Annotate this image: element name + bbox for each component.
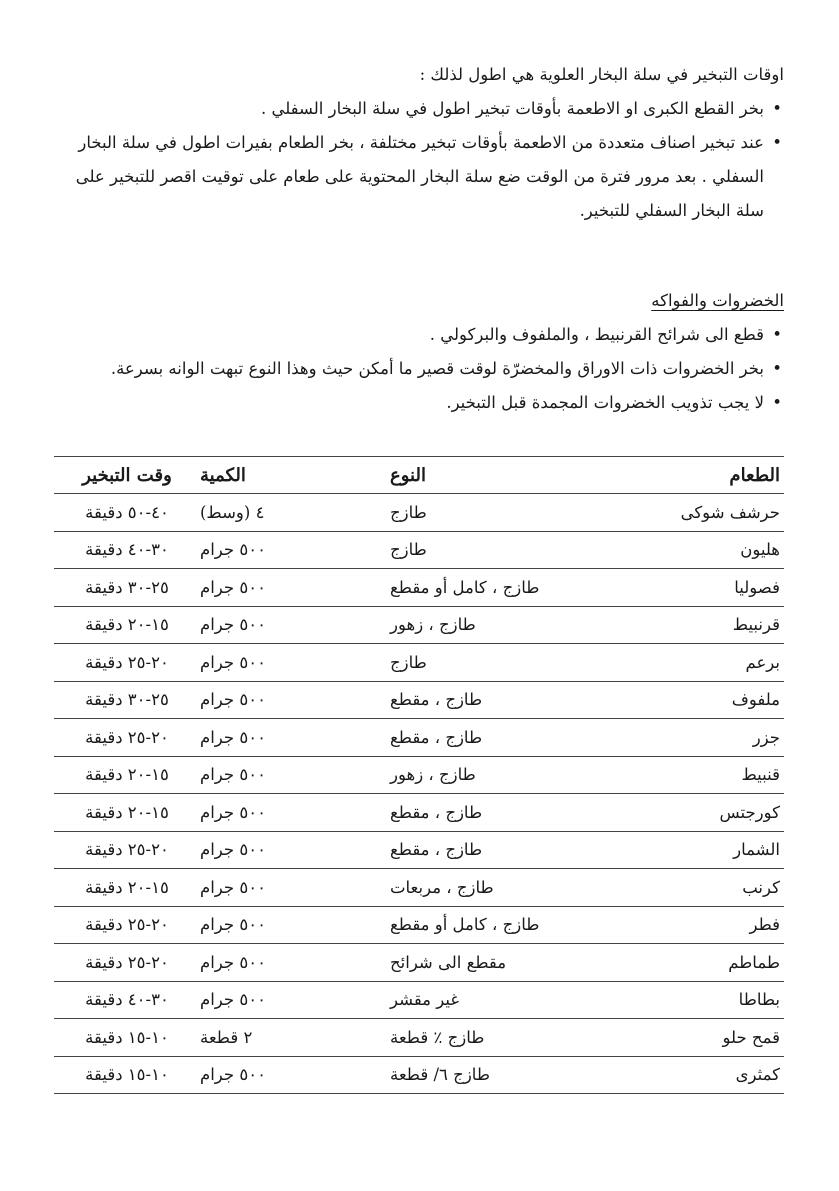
table-row [54, 794, 784, 832]
cell-food: برعم [605, 644, 784, 682]
cell-type: طازج ، مقطع [390, 831, 605, 869]
cell-food: ملفوف [605, 681, 784, 719]
cell-time: ٢٠-٢٥ دقيقة [54, 644, 200, 682]
table-row [54, 831, 784, 869]
cell-time: ٣٠-٤٠ دقيقة [54, 981, 200, 1019]
cell-quantity: ٥٠٠ جرام [200, 719, 390, 757]
cell-type: طازج ، زهور [390, 756, 605, 794]
cell-type: مقطع الى شرائح [390, 944, 605, 982]
cell-quantity: ٥٠٠ جرام [200, 981, 390, 1019]
cell-quantity: ٥٠٠ جرام [200, 794, 390, 832]
cell-type: طازج ، كامل أو مقطع [390, 569, 605, 607]
cell-type: طازج ، كامل أو مقطع [390, 906, 605, 944]
vegetables-bullet: • بخر الخضروات ذات الاوراق والمخضرّة لوقت قصير ما أمكن حيث وهذا النوع تبهت الوانه بسرعة. [54, 352, 784, 386]
cell-food: كرنب [605, 869, 784, 907]
header-time: وقت التبخير [54, 457, 200, 494]
cell-type: طازج ، مقطع [390, 719, 605, 757]
cell-type: طازج [390, 644, 605, 682]
cell-time: ١٠-١٥ دقيقة [54, 1056, 200, 1094]
table-row [54, 644, 784, 682]
cell-food: فصوليا [605, 569, 784, 607]
cell-time: ٢٥-٣٠ دقيقة [54, 681, 200, 719]
cell-food: حرشف شوكى [605, 494, 784, 532]
cell-type: طازج ٪ قطعة [390, 1019, 605, 1057]
table-row [54, 944, 784, 982]
cell-time: ١٥-٢٠ دقيقة [54, 869, 200, 907]
table-header-row [54, 457, 784, 494]
cell-quantity: ٥٠٠ جرام [200, 606, 390, 644]
cell-time: ٢٠-٢٥ دقيقة [54, 719, 200, 757]
cell-time: ١٥-٢٠ دقيقة [54, 794, 200, 832]
cell-quantity: ٥٠٠ جرام [200, 1056, 390, 1094]
vegetables-bullet: • قطع الى شرائح القرنبيط ، والملفوف والبركولي . [54, 318, 784, 352]
cell-time: ٢٠-٢٥ دقيقة [54, 944, 200, 982]
table-row [54, 906, 784, 944]
table-row [54, 1019, 784, 1057]
cell-food: جزر [605, 719, 784, 757]
table-row [54, 869, 784, 907]
cell-type: طازج ، مقطع [390, 681, 605, 719]
cell-quantity: ٤ (وسط) [200, 494, 390, 532]
steaming-times-table [54, 456, 784, 1094]
cell-time: ١٥-٢٠ دقيقة [54, 606, 200, 644]
cell-time: ١٥-٢٠ دقيقة [54, 756, 200, 794]
cell-type: طازج ٦/ قطعة [390, 1056, 605, 1094]
cell-time: ٢٥-٣٠ دقيقة [54, 569, 200, 607]
vegetables-heading: الخضروات والفواكه [651, 291, 784, 310]
vegetables-bullet-list [54, 318, 784, 420]
cell-type: غير مقشر [390, 981, 605, 1019]
cell-quantity: ٥٠٠ جرام [200, 831, 390, 869]
page-content [54, 58, 784, 1085]
table-row [54, 681, 784, 719]
cell-food: قنبيط [605, 756, 784, 794]
cell-type: طازج ، مربعات [390, 869, 605, 907]
header-quantity: الكمية [200, 457, 390, 494]
table-row [54, 981, 784, 1019]
table-row [54, 719, 784, 757]
cell-time: ٢٠-٢٥ دقيقة [54, 906, 200, 944]
cell-type: طازج ، زهور [390, 606, 605, 644]
cell-quantity: ٢ قطعة [200, 1019, 390, 1057]
cell-time: ٢٠-٢٥ دقيقة [54, 831, 200, 869]
cell-quantity: ٥٠٠ جرام [200, 756, 390, 794]
cell-quantity: ٥٠٠ جرام [200, 906, 390, 944]
cell-type: طازج [390, 494, 605, 532]
cell-quantity: ٥٠٠ جرام [200, 569, 390, 607]
vegetables-bullet: • لا يجب تذويب الخضروات المجمدة قبل التبخير. [54, 386, 784, 420]
cell-food: بطاطا [605, 981, 784, 1019]
cell-food: الشمار [605, 831, 784, 869]
vegetables-section [54, 284, 784, 420]
table-row [54, 1056, 784, 1094]
cell-quantity: ٥٠٠ جرام [200, 681, 390, 719]
intro-heading: اوقات التبخير في سلة البخار العلوية هي اطول لذلك : [419, 65, 784, 84]
table-body [54, 494, 784, 1094]
cell-food: كورجتس [605, 794, 784, 832]
table-row [54, 494, 784, 532]
table-row [54, 606, 784, 644]
intro-bullet: • عند تبخير اصناف متعددة من الاطعمة بأوقات تبخير مختلفة ، بخر الطعام بفيرات اطول في سلة البخار السفلي . بعد مرور فترة من الوقت ضع سلة البخار المحتوية على طعام على توقيت اقصر للتبخير على سلة البخار السفلي للتبخير. [54, 126, 784, 228]
cell-quantity: ٥٠٠ جرام [200, 531, 390, 569]
intro-bullet-list [54, 92, 784, 228]
header-food: الطعام [605, 457, 784, 494]
intro-section [54, 58, 784, 228]
cell-food: هليون [605, 531, 784, 569]
cell-time: ٤٠-٥٠ دقيقة [54, 494, 200, 532]
table-row [54, 756, 784, 794]
cell-food: قمح حلو [605, 1019, 784, 1057]
header-type: النوع [390, 457, 605, 494]
table-row [54, 531, 784, 569]
cell-quantity: ٥٠٠ جرام [200, 644, 390, 682]
cell-quantity: ٥٠٠ جرام [200, 944, 390, 982]
cell-type: طازج ، مقطع [390, 794, 605, 832]
table-row [54, 569, 784, 607]
cell-food: طماطم [605, 944, 784, 982]
cell-quantity: ٥٠٠ جرام [200, 869, 390, 907]
cell-type: طازج [390, 531, 605, 569]
cell-time: ١٠-١٥ دقيقة [54, 1019, 200, 1057]
cell-food: فطر [605, 906, 784, 944]
cell-food: قرنبيط [605, 606, 784, 644]
intro-bullet: • بخر القطع الكبرى او الاطعمة بأوقات تبخير اطول في سلة البخار السفلي . [54, 92, 784, 126]
cell-food: كمثرى [605, 1056, 784, 1094]
cell-time: ٣٠-٤٠ دقيقة [54, 531, 200, 569]
